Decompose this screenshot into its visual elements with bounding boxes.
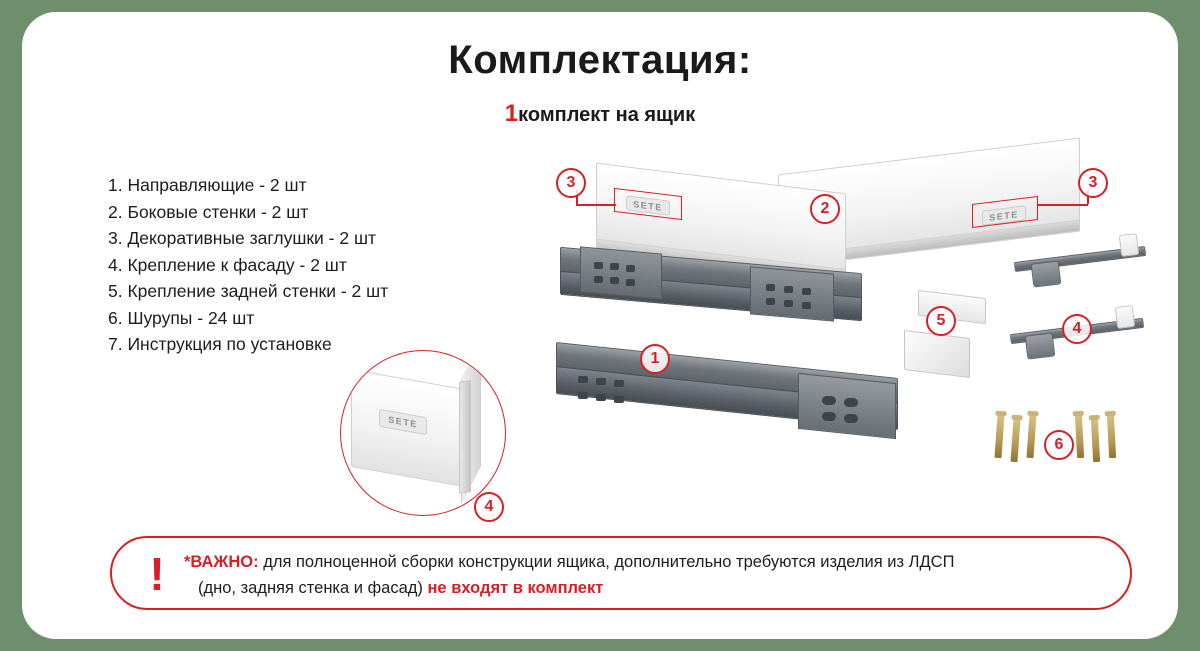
- note-line-2: [198, 579, 603, 598]
- rail-bracket-upper-right: [750, 266, 834, 321]
- leader-line-cap-left-h: [576, 204, 616, 206]
- screw: [1091, 418, 1100, 462]
- callout-1: 1: [640, 344, 670, 374]
- rail-hole: [822, 396, 836, 405]
- page-title: Комплектация:: [448, 38, 752, 82]
- rail-hole: [766, 298, 775, 305]
- rail-hole: [844, 414, 858, 423]
- kit-subtitle-text: комплект на ящик: [518, 104, 696, 126]
- leader-line-cap-right-h: [1038, 204, 1088, 206]
- front-fixing-clip-upper: [1031, 260, 1062, 287]
- rail-hole: [614, 380, 624, 387]
- note-important-label: *ВАЖНО:: [184, 553, 259, 571]
- screw: [1010, 418, 1020, 462]
- callout-4-detail: 4: [474, 492, 504, 522]
- important-note: [110, 536, 1132, 610]
- rail-hole: [802, 302, 811, 309]
- content-card: [22, 12, 1178, 639]
- parts-list: [108, 172, 508, 358]
- detail-edge-strip: [459, 380, 471, 494]
- rail-hole: [626, 279, 635, 286]
- rail-hole: [822, 412, 836, 421]
- callout-4-right: 4: [1062, 314, 1092, 344]
- rail-hole: [614, 396, 624, 403]
- rail-hole: [766, 284, 775, 291]
- rail-hole: [596, 378, 606, 385]
- kit-subtitle: [22, 100, 1178, 128]
- rail-hole: [596, 394, 606, 401]
- exploded-diagram: [522, 142, 1162, 512]
- rail-hole: [610, 277, 619, 284]
- rail-bracket-upper-left: [580, 246, 662, 299]
- list-item: 4. Крепление к фасаду - 2 шт: [108, 254, 347, 275]
- front-fixing-clip-lower: [1025, 332, 1056, 359]
- detail-view-front-fixing: [340, 350, 506, 516]
- screw: [1107, 414, 1116, 458]
- callout-5: 5: [926, 306, 956, 336]
- rail-hole: [578, 376, 588, 383]
- kit-count: 1: [504, 100, 519, 127]
- note-line-2-highlight: не входят в комплект: [427, 579, 604, 597]
- callout-3-left: 3: [556, 168, 586, 198]
- list-item: 3. Декоративные заглушки - 2 шт: [108, 228, 377, 248]
- list-item: 2. Боковые стенки - 2 шт: [108, 201, 309, 222]
- list-item: 6. Шурупы - 24 шт: [108, 307, 255, 328]
- rail-hole: [610, 263, 619, 270]
- rail-hole: [784, 300, 793, 307]
- screw: [994, 414, 1004, 458]
- callout-3-right: 3: [1078, 168, 1108, 198]
- exclamation-icon: !: [149, 548, 165, 600]
- brand-logo-rear: SETE: [982, 205, 1026, 225]
- callout-2: 2: [810, 194, 840, 224]
- front-fixing-head-upper: [1119, 233, 1140, 257]
- rail-hole: [844, 398, 858, 407]
- note-line-1: [184, 553, 954, 572]
- rail-hole: [594, 276, 603, 283]
- rear-wall-bracket-bottom: [904, 330, 970, 378]
- list-item: 5. Крепление задней стенки - 2 шт: [108, 281, 389, 301]
- front-fixing-head-lower: [1115, 305, 1136, 329]
- detail-brand-logo: SETE: [379, 409, 427, 435]
- rail-hole: [784, 286, 793, 293]
- rail-hole: [578, 392, 588, 399]
- rail-hole: [802, 288, 811, 295]
- list-item: 7. Инструкция по установке: [108, 334, 332, 354]
- callout-6: 6: [1044, 430, 1074, 460]
- rail-hole: [594, 262, 603, 269]
- rail-hole: [626, 265, 635, 272]
- screw: [1026, 414, 1036, 458]
- note-line-1-text: для полноценной сборки конструкции ящика, дополнительно требуются изделия из ЛДСП: [263, 553, 955, 571]
- list-item: 1. Направляющие - 2 шт: [108, 175, 307, 195]
- brand-logo-front: SETE: [626, 195, 670, 215]
- screw: [1075, 414, 1084, 458]
- note-line-2-text: (дно, задняя стенка и фасад): [198, 579, 423, 597]
